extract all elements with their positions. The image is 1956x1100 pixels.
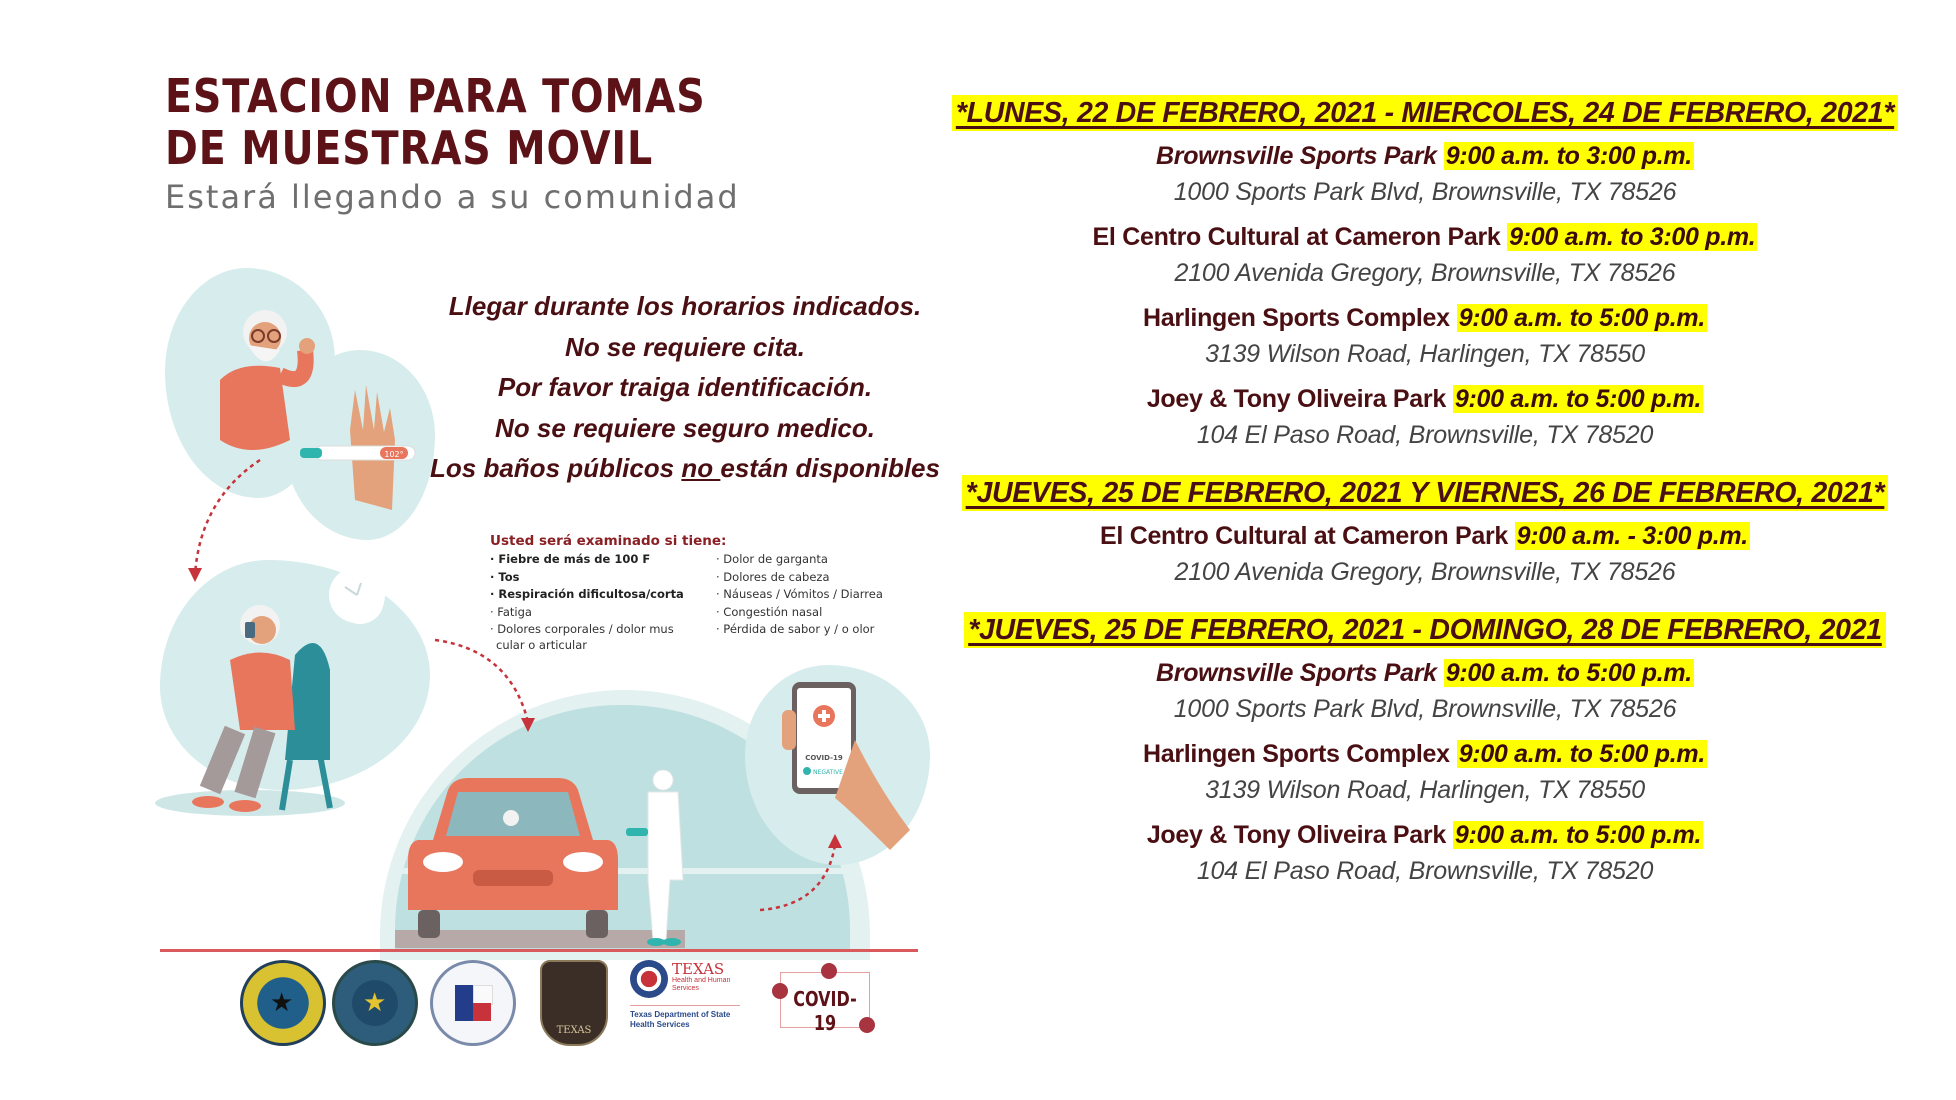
schedule-section: [930, 95, 1920, 453]
symptoms-column-1: [490, 551, 702, 652]
location-address: 104 El Paso Road, Brownsville, TX 78520: [1196, 421, 1654, 449]
location-entry: [930, 220, 1920, 291]
date-range-heading: *LUNES, 22 DE FEBRERO, 2021 - MIERCOLES, 24 DE FEBRERO, 2021*: [952, 95, 1898, 131]
symptom-item: · Fiebre de más de 100 F: [490, 552, 651, 566]
location-name: Brownsville Sports Park: [1156, 659, 1437, 687]
location-entry: [930, 656, 1920, 727]
virus-icon: [859, 1017, 875, 1033]
date-range-heading: *JUEVES, 25 DE FEBRERO, 2021 - DOMINGO, 28 DE FEBRERO, 2021: [964, 612, 1886, 648]
schedule: [930, 95, 1920, 889]
virus-icon: [821, 963, 837, 979]
date-range-heading: *JUEVES, 25 DE FEBRERO, 2021 Y VIERNES, 26 DE FEBRERO, 2021*: [962, 475, 1889, 511]
tdem-seal-icon: [430, 960, 516, 1046]
instruction-line: Llegar durante los horarios indicados.: [448, 291, 922, 321]
location-name: Joey & Tony Oliveira Park: [1146, 385, 1446, 413]
location-entry: [930, 818, 1920, 889]
schedule-section: [930, 612, 1920, 889]
svg-text:NEGATIVE: NEGATIVE: [813, 769, 843, 776]
location-name: Harlingen Sports Complex: [1143, 740, 1450, 768]
emergency-medical-task-force-badge-icon: TEXAS: [540, 960, 608, 1046]
page-title: [165, 70, 706, 174]
location-entry: [930, 382, 1920, 453]
location-entry: [930, 139, 1920, 210]
page-subtitle: Estará llegando a su comunidad: [165, 178, 740, 216]
location-address: 1000 Sports Park Blvd, Brownsville, TX 78526: [1173, 178, 1677, 206]
symptom-item: · Dolores de cabeza: [716, 569, 830, 584]
location-entry: [930, 519, 1920, 590]
star-icon: ★: [270, 987, 294, 1017]
texas-hhs-logo: TEXAS Health and Human Services Texas Department of State Health Services: [630, 960, 745, 1040]
location-entry: [930, 737, 1920, 808]
location-name: Brownsville Sports Park: [1156, 142, 1437, 170]
location-hours: 9:00 a.m. - 3:00 p.m.: [1516, 522, 1748, 550]
virus-icon: [772, 983, 788, 999]
symptom-item: · Pérdida de sabor y / o olor: [716, 622, 875, 636]
location-name: Joey & Tony Oliveira Park: [1146, 821, 1446, 849]
schedule-section: [930, 475, 1920, 590]
instruction-line: Por favor traiga identificación.: [497, 372, 873, 402]
symptom-item: · Dolor de garganta: [716, 552, 828, 566]
location-entry: [930, 301, 1920, 372]
title-line-2: DE MUESTRAS MOVIL: [165, 121, 654, 175]
instruction-line: Los baños públicos no están disponibles: [430, 453, 940, 483]
covid-19-badge: COVID-19: [780, 972, 870, 1028]
hhs-seal-icon: [630, 960, 668, 998]
location-hours: 9:00 a.m. to 3:00 p.m.: [1445, 142, 1692, 170]
location-name: El Centro Cultural at Cameron Park: [1092, 223, 1508, 251]
symptom-item: cular o articular: [496, 637, 587, 652]
symptom-item: · Dolores corporales / dolor mus: [490, 622, 674, 636]
symptom-item: · Respiración dificultosa/corta: [490, 587, 684, 601]
location-name: El Centro Cultural at Cameron Park: [1100, 522, 1515, 550]
location-hours: 9:00 a.m. to 5:00 p.m.: [1454, 385, 1702, 413]
symptom-item: · Tos: [490, 569, 520, 584]
title-line-1: ESTACION PARA TOMAS: [165, 69, 706, 123]
symptoms-heading: Usted será examinado si tiene:: [490, 533, 727, 549]
location-hours: 9:00 a.m. to 5:00 p.m.: [1454, 821, 1702, 849]
ground-divider: [160, 949, 918, 952]
location-hours: 9:00 a.m. to 5:00 p.m.: [1458, 740, 1705, 768]
symptoms-list: [490, 533, 920, 652]
location-address: 3139 Wilson Road, Harlingen, TX 78550: [1205, 340, 1645, 368]
location-hours: 9:00 a.m. to 5:00 p.m.: [1445, 659, 1692, 687]
car-icon: [408, 770, 738, 950]
location-address: 2100 Avenida Gregory, Brownsville, TX 78526: [1174, 259, 1676, 287]
location-address: 1000 Sports Park Blvd, Brownsville, TX 78526: [1173, 695, 1677, 723]
dotted-arrow-icon: [755, 830, 855, 920]
texas-military-department-seal-icon: [332, 960, 418, 1046]
symptom-item: · Fatiga: [490, 604, 532, 619]
symptom-item: · Náuseas / Vómitos / Diarrea: [716, 587, 883, 601]
svg-text:102°: 102°: [384, 450, 404, 459]
instruction-line: No se requiere seguro medico.: [494, 412, 875, 443]
location-address: 3139 Wilson Road, Harlingen, TX 78550: [1205, 776, 1645, 804]
location-name: Harlingen Sports Complex: [1143, 304, 1450, 332]
star-icon: ★: [363, 987, 387, 1017]
location-hours: 9:00 a.m. to 3:00 p.m.: [1509, 223, 1756, 251]
location-address: 2100 Avenida Gregory, Brownsville, TX 78526: [1174, 558, 1676, 586]
symptom-item: · Congestión nasal: [716, 604, 823, 619]
clock-icon: [327, 565, 387, 625]
instructions: [400, 286, 970, 489]
location-hours: 9:00 a.m. to 5:00 p.m.: [1458, 304, 1705, 332]
svg-text:COVID-19: COVID-19: [805, 754, 843, 762]
instruction-line: No se requiere cita.: [565, 331, 805, 362]
cameron-county-seal-icon: [240, 960, 326, 1046]
location-address: 104 El Paso Road, Brownsville, TX 78520: [1196, 857, 1654, 885]
emphasis-no: no: [681, 453, 721, 483]
symptoms-column-2: [716, 551, 883, 652]
